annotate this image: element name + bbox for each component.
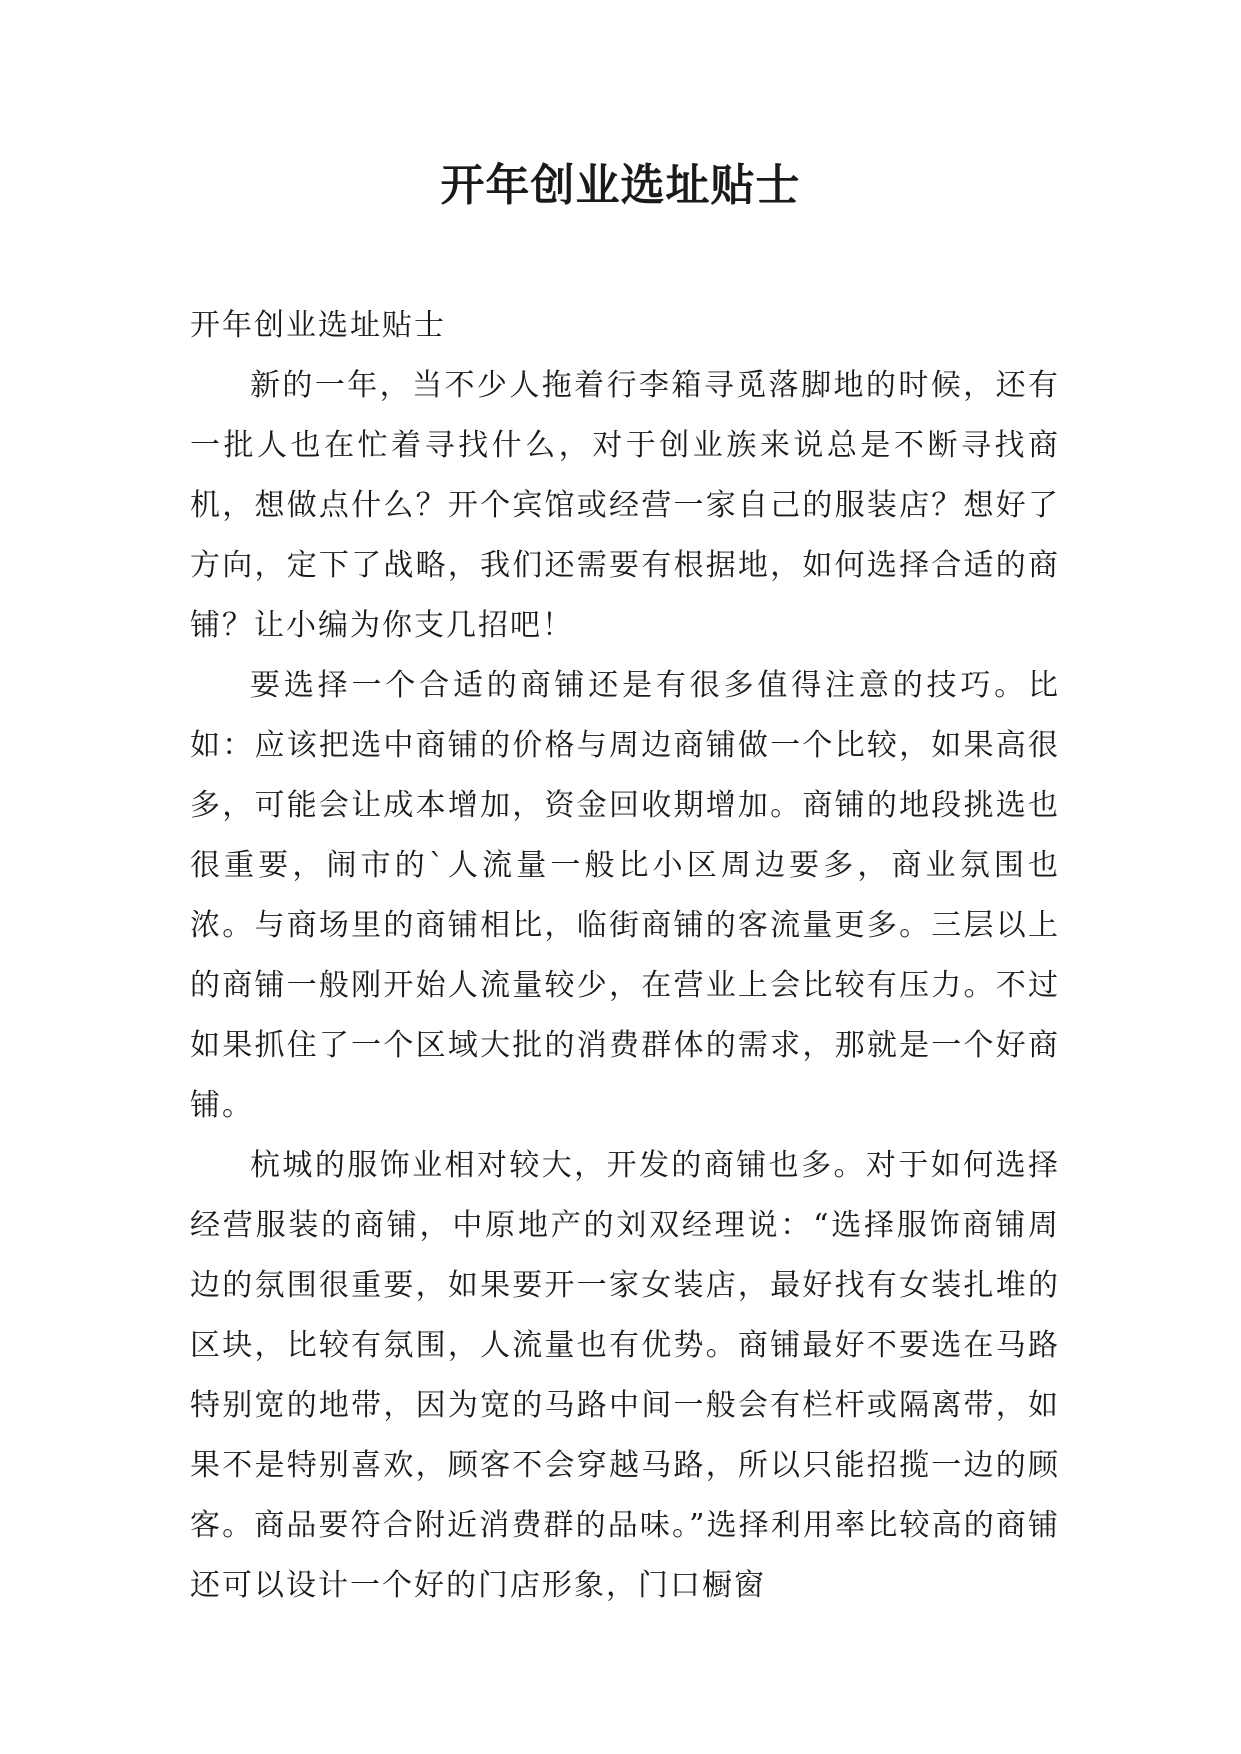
document-subtitle: 开年创业选址贴士 [190,308,446,343]
document-body [190,296,1060,1616]
paragraph: 杭城的服饰业相对较大，开发的商铺也多。对于如何选择经营服装的商铺，中原地产的刘双经理说：“选择服饰商铺周边的氛围很重要，如果要开一家女装店，最好找有女装扎堆的区块，比较有氛围，人流量也有优势。商铺最好不要选在马路特别宽的地带，因为宽的马路中间一般会有栏杆或隔离带，如果不是特别喜欢，顾客不会穿越马路，所以只能招揽一边的顾客。商品要符合附近消费群的品味。”选择利用率比较高的商铺还可以设计一个好的门店形象，门口橱窗 [190,1148,1060,1603]
paragraph: 新的一年，当不少人拖着行李箱寻觅落脚地的时候，还有一批人也在忙着寻找什么，对于创业族来说总是不断寻找商机，想做点什么？开个宾馆或经营一家自己的服装店？想好了方向，定下了战略，我们还需要有根据地，如何选择合适的商铺？让小编为你支几招吧！ [190,368,1060,643]
document-title: 开年创业选址贴士 [440,160,801,211]
paragraph: 要选择一个合适的商铺还是有很多值得注意的技巧。比如：应该把选中商铺的价格与周边商铺做一个比较，如果高很多，可能会让成本增加，资金回收期增加。商铺的地段挑选也很重要，闹市的`人流量一般比小区周边要多，商业氛围也浓。与商场里的商铺相比，临街商铺的客流量更多。三层以上的商铺一般刚开始人流量较少，在营业上会比较有压力。不过如果抓住了一个区域大批的消费群体的需求，那就是一个好商铺。 [190,668,1060,1123]
